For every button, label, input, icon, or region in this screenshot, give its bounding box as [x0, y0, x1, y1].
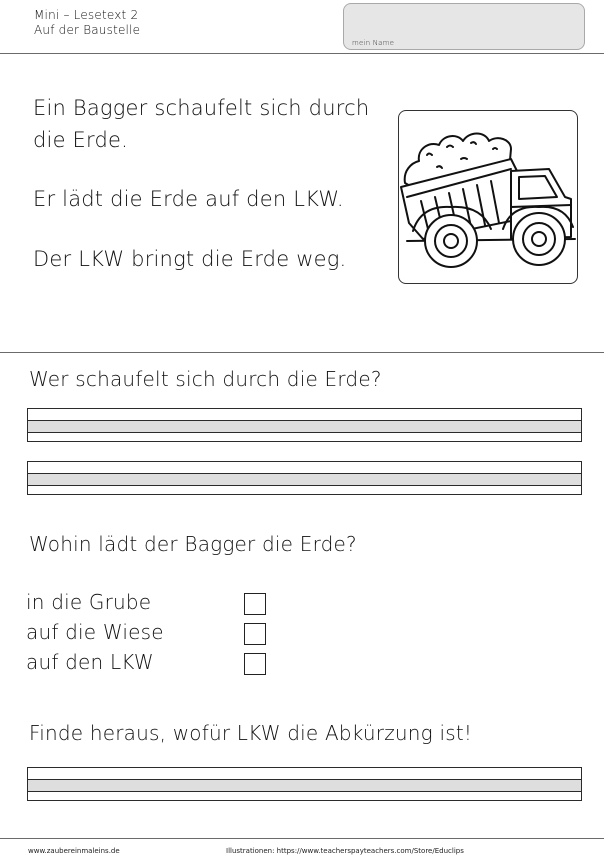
- question-2: Wohin lädt der Bagger die Erde?: [29, 532, 357, 556]
- worksheet-subtitle: Auf der Baustelle: [34, 23, 141, 37]
- name-field-label: mein Name: [352, 39, 395, 47]
- option-label: in die Grube: [26, 590, 152, 614]
- option-label: auf den LKW: [26, 650, 154, 674]
- option-checkbox[interactable]: [244, 653, 266, 675]
- section-divider: [0, 352, 604, 353]
- worksheet-title: [34, 8, 140, 38]
- option-checkbox[interactable]: [244, 593, 266, 615]
- reading-line: Ein Bagger schaufelt sich durch: [33, 96, 370, 120]
- answer-line[interactable]: [27, 767, 582, 801]
- option-label: auf die Wiese: [26, 620, 164, 644]
- worksheet-series: Mini – Lesetext 2: [34, 8, 139, 22]
- answer-line[interactable]: [27, 408, 582, 442]
- option-checkbox[interactable]: [244, 623, 266, 645]
- footer-website: www.zaubereinmaleins.de: [28, 847, 120, 855]
- question-3: Finde heraus, wofür LKW die Abkürzung ist!: [29, 721, 473, 745]
- footer-credits: Illustrationen: https://www.teacherspayteachers.com/Store/Educlips: [226, 847, 464, 855]
- dump-truck-icon: [399, 111, 578, 284]
- reading-line: Der LKW bringt die Erde weg.: [33, 247, 347, 271]
- footer-divider: [0, 838, 604, 839]
- answer-line[interactable]: [27, 461, 582, 495]
- illustration-frame: [398, 110, 578, 284]
- question-1: Wer schaufelt sich durch die Erde?: [29, 367, 382, 391]
- reading-line: die Erde.: [33, 128, 129, 152]
- reading-line: Er lädt die Erde auf den LKW.: [33, 187, 344, 211]
- header-divider: [0, 53, 604, 54]
